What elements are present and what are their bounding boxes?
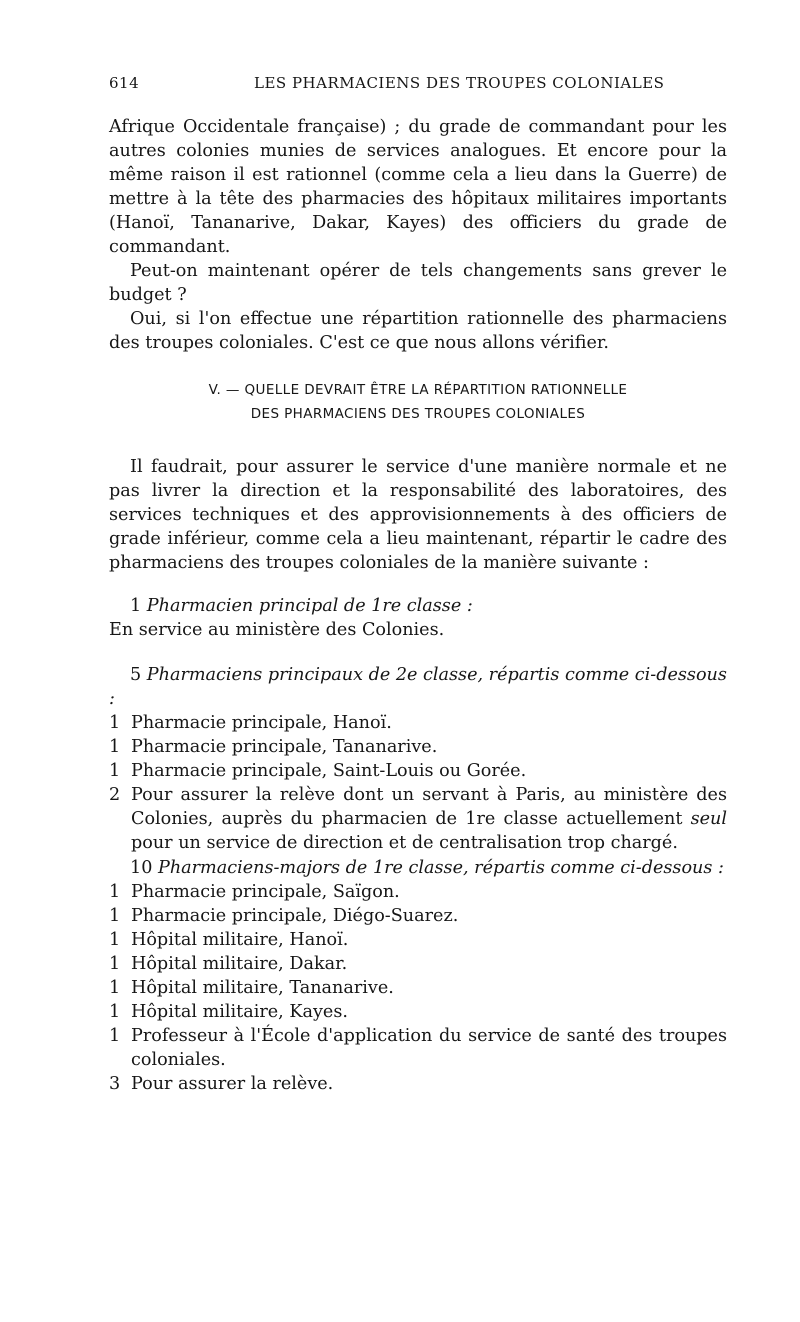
section-heading-line-1: V. — QUELLE DEVRAIT ÊTRE LA RÉPARTITION RATIONNELLE bbox=[208, 382, 628, 398]
intro-block bbox=[109, 115, 727, 355]
item-text: Hôpital militaire, Hanoï. bbox=[131, 930, 349, 950]
item-count: 1 bbox=[109, 882, 121, 902]
item-text: Hôpital militaire, Tananarive. bbox=[131, 978, 394, 998]
group-count: 1 bbox=[130, 596, 142, 616]
intro-paragraph-2: Peut-on maintenant opérer de tels changements sans grever le budget ? bbox=[109, 261, 727, 305]
item-count: 3 bbox=[109, 1074, 121, 1094]
intro-paragraph-3: Oui, si l'on effectue une répartition rationnelle des pharmaciens des troupes coloniales. C'est ce que nous allons vérifier. bbox=[109, 309, 727, 353]
list-item bbox=[109, 783, 727, 855]
running-header bbox=[109, 74, 727, 98]
list-item bbox=[109, 711, 727, 735]
list-item bbox=[109, 976, 727, 1000]
section-heading bbox=[109, 378, 727, 426]
item-count: 1 bbox=[109, 954, 121, 974]
group-title bbox=[109, 663, 727, 711]
group-label: Pharmaciens-majors de 1re classe, répartis comme ci-dessous : bbox=[157, 858, 724, 878]
item-count: 1 bbox=[109, 1026, 121, 1046]
group-principaux-2e bbox=[109, 663, 727, 855]
item-text: Hôpital militaire, Dakar. bbox=[131, 954, 348, 974]
item-count: 1 bbox=[109, 713, 121, 733]
assignment-list bbox=[109, 711, 727, 855]
group-label: Pharmacien principal de 1re classe : bbox=[146, 596, 473, 616]
list-item bbox=[109, 928, 727, 952]
item-text: Pharmacie principale, Hanoï. bbox=[131, 713, 392, 733]
group-title bbox=[109, 856, 727, 880]
item-text: Pharmacie principale, Tananarive. bbox=[131, 737, 438, 757]
item-count: 1 bbox=[109, 761, 121, 781]
group-title bbox=[109, 594, 727, 618]
item-count: 1 bbox=[109, 1002, 121, 1022]
group-count: 5 bbox=[130, 665, 142, 685]
group-majors-1re bbox=[109, 856, 727, 1096]
page-number: 614 bbox=[109, 74, 140, 92]
group-label: Pharmaciens principaux de 2e classe, répartis comme ci-dessous : bbox=[109, 665, 727, 709]
item-count: 1 bbox=[109, 737, 121, 757]
item-count: 1 bbox=[109, 978, 121, 998]
group-principal-1re bbox=[109, 594, 727, 642]
item-text: Pharmacie principale, Diégo-Suarez. bbox=[131, 906, 459, 926]
item-text: Professeur à l'École d'application du service de santé des troupes coloniales. bbox=[131, 1026, 727, 1070]
assignment-list bbox=[109, 880, 727, 1096]
running-title: LES PHARMACIENS DES TROUPES COLONIALES bbox=[254, 74, 665, 92]
section-heading-line-2: DES PHARMACIENS DES TROUPES COLONIALES bbox=[250, 406, 586, 422]
item-text: Pharmacie principale, Saint-Louis ou Gorée. bbox=[131, 761, 527, 781]
item-count: 2 bbox=[109, 785, 121, 805]
item-text-continued: pour un service de direction et de centralisation trop chargé. bbox=[131, 833, 678, 853]
group-line: En service au ministère des Colonies. bbox=[109, 620, 445, 640]
list-item bbox=[109, 735, 727, 759]
list-item bbox=[109, 880, 727, 904]
list-item bbox=[109, 1072, 727, 1096]
item-text: Hôpital militaire, Kayes. bbox=[131, 1002, 348, 1022]
list-item bbox=[109, 904, 727, 928]
item-text: Pour assurer la relève dont un servant à Paris, au ministère des Colonies, auprès du pharmacien de 1re classe actuellement bbox=[131, 785, 727, 829]
item-emphasis: seul bbox=[690, 809, 727, 829]
section-body bbox=[109, 455, 727, 575]
list-item bbox=[109, 759, 727, 783]
item-count: 1 bbox=[109, 906, 121, 926]
item-count: 1 bbox=[109, 930, 121, 950]
list-item bbox=[109, 952, 727, 976]
list-item bbox=[109, 1024, 727, 1072]
group-count: 10 bbox=[130, 858, 153, 878]
section-paragraph: Il faudrait, pour assurer le service d'une manière normale et ne pas livrer la direction et la responsabilité des laboratoires, des services techniques et des approvisionnements à des officiers de grade inférieur, comme cela a lieu maintenant, répartir le cadre des pharmaciens des troupes coloniales de la manière suivante : bbox=[109, 457, 727, 573]
intro-paragraph-1: Afrique Occidentale française) ; du grade de commandant pour les autres colonies munies de services analogues. Et encore pour la même raison il est rationnel (comme cela a lieu dans la Guerre) de mettre à la tête des pharmacies des hôpitaux militaires importants (Hanoï, Tananarive, Dakar, Kayes) des officiers du grade de commandant. bbox=[109, 117, 727, 257]
item-text: Pour assurer la relève. bbox=[131, 1074, 334, 1094]
list-item bbox=[109, 1000, 727, 1024]
item-text: Pharmacie principale, Saïgon. bbox=[131, 882, 400, 902]
